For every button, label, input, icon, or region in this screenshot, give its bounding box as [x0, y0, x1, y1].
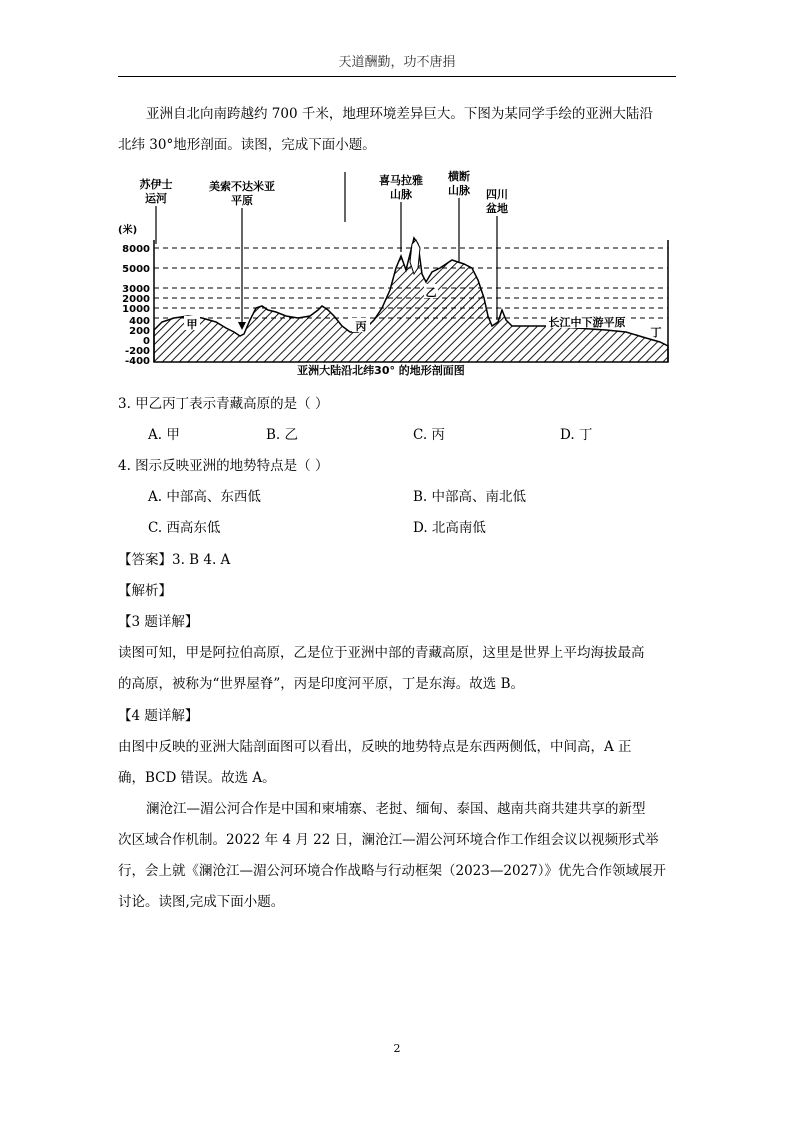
detail4-title: 【4 题详解】 [118, 708, 199, 724]
answer-line: 【答案】3. B 4. A [118, 552, 231, 568]
detail3-line-1: 读图可知，甲是阿拉伯高原，乙是位于亚洲中部的青藏高原，这里是世界上平均海拔最高 [118, 645, 645, 661]
label-himalaya-2: 山脉 [390, 188, 412, 201]
y-tick: -200 [124, 346, 150, 357]
label-hengduan-2: 山脉 [448, 184, 470, 197]
label-sichuan-2: 盆地 [486, 202, 508, 215]
label-yangtze-plain: 长江中下游平原 [548, 316, 626, 329]
detail4-line-2: 确，BCD 错误。故选 A。 [118, 770, 276, 786]
q4-option-b: B. 中部高、南北低 [413, 489, 527, 505]
q4-option-d: D. 北高南低 [413, 520, 486, 536]
q3-option-d: D. 丁 [560, 427, 593, 443]
figure-caption: 亚洲大陆沿北纬30° 的地形剖面图 [297, 364, 465, 377]
passage2-line-4: 讨论。读图,完成下面小题。 [118, 894, 285, 910]
y-tick: -400 [124, 356, 150, 367]
y-tick: 5000 [122, 264, 150, 275]
y-ticks [122, 244, 150, 367]
terrain-profile-figure [116, 170, 676, 388]
passage2-line-1: 澜沧江—湄公河合作是中国和柬埔寨、老挝、缅甸、泰国、越南共商共建共享的新型 [146, 801, 646, 817]
label-jia: 甲 [186, 318, 198, 331]
y-tick: 0 [143, 336, 150, 347]
label-ding: 丁 [650, 326, 662, 339]
detail3-title: 【3 题详解】 [118, 614, 199, 630]
y-tick: 3000 [122, 284, 150, 295]
label-yi: 乙 [425, 286, 437, 299]
passage2-line-2: 次区域合作机制。2022 年 4 月 22 日，澜沧江—湄公河环境合作工作组会议以视频形式举 [118, 832, 659, 848]
y-tick: 200 [129, 326, 150, 337]
label-bing: 丙 [355, 320, 367, 333]
page-header: 天道酬勤，功不唐捐 [118, 54, 676, 77]
label-himalaya-1: 喜马拉雅 [379, 174, 423, 187]
label-mesopotamia-2: 平原 [231, 194, 253, 207]
y-axis-unit: (米) [118, 225, 138, 236]
y-tick: 8000 [122, 244, 150, 255]
label-suez-1: 苏伊士 [139, 178, 173, 191]
analysis-title: 【解析】 [118, 583, 172, 599]
passage2-line-3: 行，会上就《澜沧江—湄公河环境合作战略与行动框架（2023—2027）》优先合作领域展开 [118, 863, 666, 879]
q3-option-a: A. 甲 [148, 427, 180, 443]
page-number: 2 [393, 1042, 401, 1055]
label-suez-2: 运河 [145, 192, 167, 205]
q3-option-b: B. 乙 [266, 427, 299, 443]
y-tick: 2000 [122, 294, 150, 305]
terrain-profile-svg [116, 170, 676, 388]
q4-stem: 4. 图示反映亚洲的地势特点是（ ） [118, 458, 329, 474]
q4-option-a: A. 中部高、东西低 [148, 489, 261, 505]
q3-stem: 3. 甲乙丙丁表示青藏高原的是（ ） [118, 396, 329, 412]
label-hengduan-1: 横断 [448, 170, 470, 183]
detail3-line-2: 的高原，被称为“世界屋脊”，丙是印度河平原，丁是东海。故选 B。 [118, 676, 525, 692]
detail4-line-1: 由图中反映的亚洲大陆剖面图可以看出，反映的地势特点是东西两侧低，中间高，A 正 [118, 739, 632, 755]
label-sichuan-1: 四川 [486, 188, 508, 201]
intro-line-1: 亚洲自北向南跨越约 700 千米，地理环境差异巨大。下图为某同学手绘的亚洲大陆沿 [146, 106, 653, 122]
label-mesopotamia-1: 美索不达米亚 [209, 180, 275, 193]
q4-option-c: C. 西高东低 [148, 520, 221, 536]
intro-line-2: 北纬 30°地形剖面。读图，完成下面小题。 [118, 137, 376, 153]
y-tick: 1000 [122, 304, 150, 315]
q3-option-c: C. 丙 [413, 427, 445, 443]
y-tick: 400 [129, 316, 150, 327]
